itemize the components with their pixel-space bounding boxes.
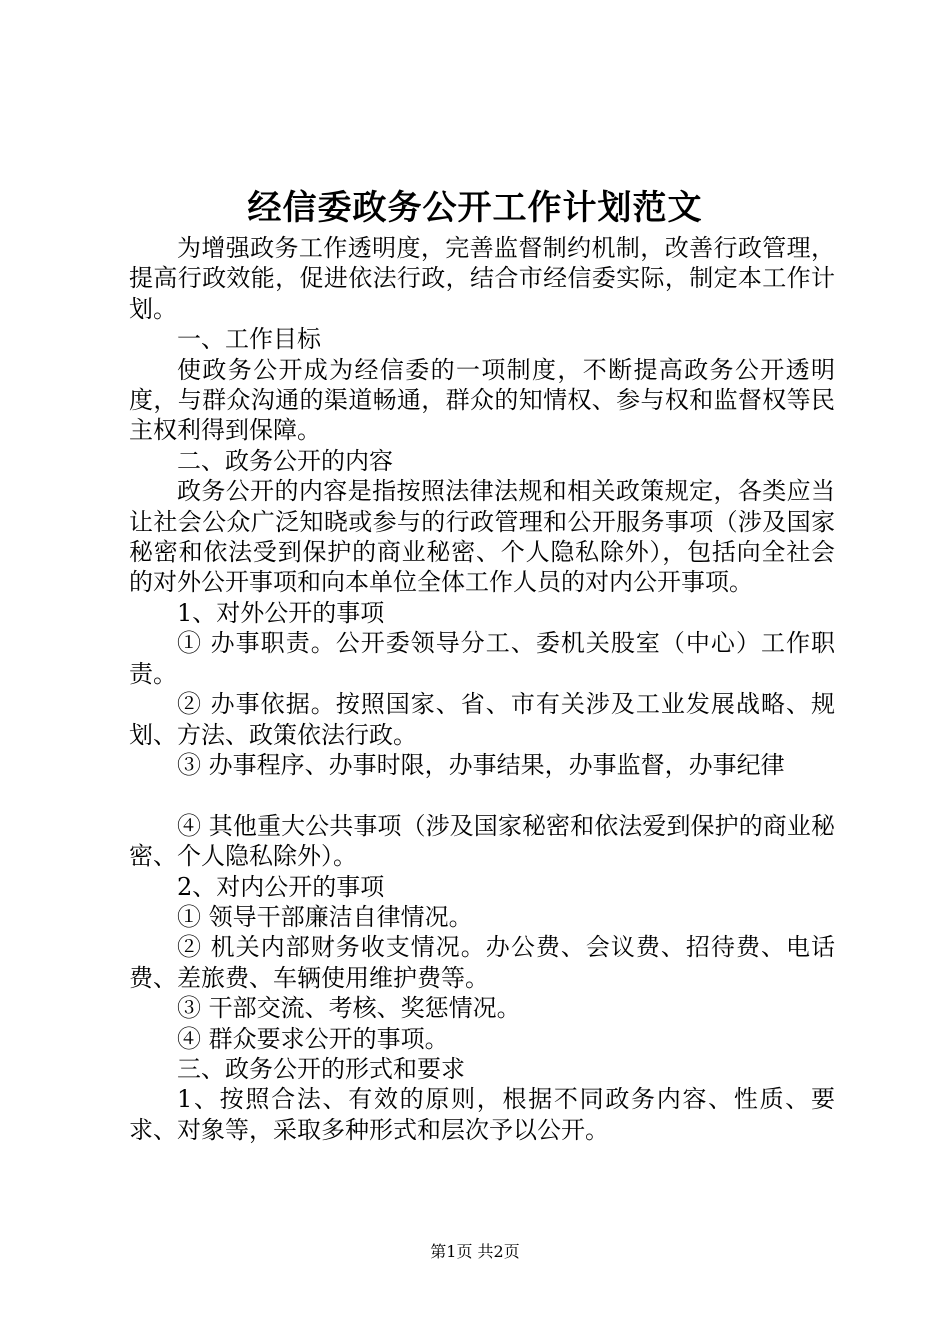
list-item: ① 领导干部廉洁自律情况。 (177, 902, 473, 931)
intro-paragraph: 为增强政务工作透明度，完善监督制约机制，改善行政管理，提高行政效能，促进依法行政，结合市经信委实际，制定本工作计划。 (129, 234, 835, 323)
list-item: ③ 办事程序、办事时限，办事结果，办事监督，办事纪律 (177, 750, 785, 779)
section-heading-forms: 三、政务公开的形式和要求 (177, 1054, 465, 1083)
list-item: ② 办事依据。按照国家、省、市有关涉及工业发展战略、规划、方法、政策依法行政。 (129, 690, 835, 749)
list-item: ① 办事职责。公开委领导分工、委机关股室（中心）工作职责。 (129, 629, 835, 688)
list-item: ③ 干部交流、考核、奖惩情况。 (177, 994, 521, 1023)
subheading-external: 1、对外公开的事项 (177, 598, 385, 627)
document-body (129, 233, 835, 1145)
page-indicator: 第1页 共2页 (430, 1242, 520, 1261)
subheading-internal: 2、对内公开的事项 (177, 872, 385, 901)
section-heading-goals: 一、工作目标 (177, 325, 321, 354)
content-paragraph: 政务公开的内容是指按照法律法规和相关政策规定，各类应当让社会公众广泛知晓或参与的行政管理和公开服务事项（涉及国家秘密和依法受到保护的商业秘密、个人隐私除外），包括向全社会的对外公开事项和向本单位全体工作人员的对内公开事项。 (129, 477, 835, 597)
forms-paragraph: 1、按照合法、有效的原则，根据不同政务内容、性质、要求、对象等，采取多种形式和层次予以公开。 (129, 1085, 835, 1144)
document-title: 经信委政务公开工作计划范文 (247, 188, 703, 228)
list-item: ④ 其他重大公共事项（涉及国家秘密和依法爱到保护的商业秘密、个人隐私除外）。 (129, 811, 835, 871)
list-item: ④ 群众要求公开的事项。 (177, 1024, 449, 1053)
list-item: ② 机关内部财务收支情况。办公费、会议费、招待费、电话费、差旅费、车辆使用维护费等。 (129, 933, 835, 992)
goals-paragraph: 使政务公开成为经信委的一项制度，不断提高政务公开透明度，与群众沟通的渠道畅通，群众的知情权、参与权和监督权等民主权利得到保障。 (129, 355, 835, 445)
section-heading-content: 二、政务公开的内容 (177, 446, 393, 475)
